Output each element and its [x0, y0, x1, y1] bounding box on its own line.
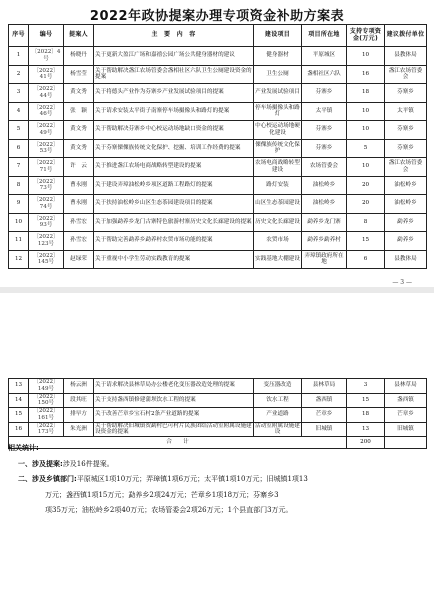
row-number: 〔2022〕71号 [29, 158, 64, 177]
row-location: 盏西镇 [302, 393, 347, 408]
row-location: 平原城区 [302, 47, 347, 66]
funding-table-part2 [8, 378, 427, 449]
table-row [9, 422, 427, 437]
row-location: 芬寨乡 [302, 84, 347, 103]
statistics-section [8, 441, 428, 519]
row-project: 中心校运动场地硬化建设 [254, 121, 302, 140]
table-row [9, 250, 427, 269]
row-project: 健身器材 [254, 47, 302, 66]
row-unit: 芬寨乡 [385, 139, 427, 158]
row-proposer: 杨雪莹 [64, 65, 94, 84]
row-amount: 5 [347, 139, 385, 158]
row-seq: 13 [9, 379, 29, 394]
table-row [9, 393, 427, 408]
row-unit: 芬寨乡 [385, 121, 427, 140]
table-row [9, 65, 427, 84]
row-proposer: 曹永刚 [64, 176, 94, 195]
row-proposer: 孙雪宏 [64, 213, 94, 232]
row-seq: 7 [9, 158, 29, 177]
row-seq: 8 [9, 176, 29, 195]
row-unit: 芒章乡 [385, 408, 427, 423]
row-proposer: 朱光洲 [64, 422, 94, 437]
table-row [9, 176, 427, 195]
row-project: 傈僳族传统文化保护 [254, 139, 302, 158]
header-seq: 序号 [9, 25, 29, 47]
row-number: 〔2022〕73号 [29, 176, 64, 195]
row-proposer: 段其旺 [64, 393, 94, 408]
table-row [9, 213, 427, 232]
row-amount: 20 [347, 195, 385, 214]
statistics-line-3: 项35万元；油松岭乡2项40万元；农场管委会2项26万元；1个县直部门3万元。 [45, 506, 293, 514]
row-content: 关于请求解决县林草局办公楼老化变压器改造处理的提案 [94, 379, 254, 394]
row-amount: 13 [347, 422, 385, 437]
row-project: 活动室附属设施建设 [255, 422, 300, 436]
row-proposer: 杨晓丹 [64, 47, 94, 66]
row-content: 关于芬寨傈僳族传统文化保护、挖掘、培训工作经费的提案 [94, 139, 254, 158]
row-seq: 5 [9, 121, 29, 140]
row-seq: 12 [9, 250, 29, 269]
row-number: 〔2022〕49号 [29, 121, 64, 140]
table-row [9, 139, 427, 158]
row-project: 变压器改造 [254, 379, 302, 394]
row-number: 〔2022〕41号 [29, 65, 64, 84]
statistics-item-proposals [8, 457, 428, 473]
row-location: 农场管委会 [302, 158, 347, 177]
row-proposer: 排早方 [64, 408, 94, 423]
row-unit: 盏西镇 [385, 393, 427, 408]
item2-label: 二、涉及乡镇部门: [18, 475, 77, 483]
row-content: 关于帮助完善勐养乡勐养村农贸市场功能的提案 [94, 232, 254, 251]
table-row [9, 47, 427, 66]
row-seq: 6 [9, 139, 29, 158]
row-proposer: 黄文秀 [64, 121, 94, 140]
row-number: 〔2022〕93号 [29, 213, 64, 232]
row-content: 关于支持盏西镇修建蒲坝饮水工程的提案 [94, 393, 254, 408]
row-unit: 旧城镇 [385, 422, 427, 437]
row-amount: 6 [347, 250, 385, 269]
row-location: 县林草局 [302, 379, 347, 394]
header-proposer: 提案人 [64, 25, 94, 47]
row-location: 盏相社区六队 [302, 65, 347, 84]
row-unit: 太平镇 [385, 102, 427, 121]
document-title: 2022年政协提案办理专项资金补助方案表 [89, 9, 345, 24]
row-content: 关于加强勐养乡龙门古寨特色旅游村寨历史文化长廊建设的提案 [94, 213, 254, 232]
row-proposer: 赵绿荣 [64, 250, 94, 269]
table-row [9, 102, 427, 121]
row-seq: 11 [9, 232, 29, 251]
row-unit: 芬寨乡 [385, 84, 427, 103]
row-seq: 1 [9, 47, 29, 66]
row-content: 关于帮助解决盏江农场管委会盏相社区六队卫生公厕建设资金的提案 [94, 65, 254, 84]
row-unit: 县林草局 [385, 379, 427, 394]
header-no: 编号 [29, 25, 64, 47]
row-proposer: 孙雪宏 [64, 232, 94, 251]
row-location: 旧城镇 [302, 422, 347, 437]
table-row [9, 158, 427, 177]
row-amount: 10 [347, 47, 385, 66]
row-amount: 20 [347, 176, 385, 195]
row-proposer: 曹永刚 [64, 195, 94, 214]
row-unit: 县教体局 [385, 47, 427, 66]
row-content: 关于将德头产业作为芬寨乡产业发展试验项目的提案 [94, 84, 254, 103]
row-project: 农场电商战略转型建设 [254, 158, 302, 177]
row-seq: 10 [9, 213, 29, 232]
page-2 [0, 293, 434, 600]
row-number: 〔2022〕123号 [29, 232, 64, 251]
row-content: 关于请求安装太平街子南寨停车场摄像头和路灯的提案 [94, 102, 254, 121]
statistics-heading: 相关统计: [8, 444, 39, 452]
row-seq: 4 [9, 102, 29, 121]
row-project: 历史文化长廊建设 [254, 213, 302, 232]
row-unit: 县教体局 [385, 250, 427, 269]
row-number: 〔2022〕46号 [29, 102, 64, 121]
row-unit: 油松岭乡 [385, 176, 427, 195]
row-content: 关于帮助解决芬寨乡中心校运动场地缺口资金的提案 [94, 121, 254, 140]
row-unit: 勐养乡 [385, 213, 427, 232]
header-amount: 支持专项资金(万元) [347, 25, 385, 47]
statistics-line-2: 万元；盏西镇1项15万元；勐养乡2项24万元；芒章乡1项18万元；芬寨乡3 [45, 490, 279, 499]
row-content: 关于帮助解决旧城镇贺勐村巴可村片民族团结活动室附属设施建设资金的提案 [95, 422, 252, 436]
row-unit: 盏江农场管委会 [385, 158, 427, 177]
row-amount: 3 [347, 379, 385, 394]
row-amount: 10 [347, 121, 385, 140]
row-amount: 15 [347, 232, 385, 251]
row-number: 〔2022〕74号 [29, 195, 64, 214]
row-content: 关于推进盏江农场电商战略转型建设的提案 [94, 158, 254, 177]
row-location: 油松岭乡 [302, 176, 347, 195]
row-amount: 16 [347, 65, 385, 84]
row-amount: 15 [347, 393, 385, 408]
row-unit: 勐养乡 [385, 232, 427, 251]
page-number: — 3 — [392, 279, 412, 286]
row-project: 山区生态茶园建设 [254, 195, 302, 214]
funding-table-part1 [8, 24, 427, 269]
row-project: 停车场摄像头和路灯 [254, 102, 302, 121]
item1-text: 涉及16件提案。 [62, 459, 114, 468]
row-number: 〔2022〕150号 [29, 393, 64, 408]
row-amount: 10 [347, 158, 385, 177]
row-number: 〔2022〕44号 [29, 84, 64, 103]
row-location: 勐养乡龙门寨 [302, 213, 347, 232]
row-location: 油松岭乡 [302, 195, 347, 214]
row-project: 实践基地大棚建设 [254, 250, 302, 269]
row-location: 芒章乡 [302, 408, 347, 423]
table-row [9, 121, 427, 140]
row-seq: 2 [9, 65, 29, 84]
row-seq: 3 [9, 84, 29, 103]
row-seq: 15 [9, 408, 29, 423]
row-project: 产业发展试验项目 [254, 84, 302, 103]
row-location: 太平镇 [302, 102, 347, 121]
row-amount: 10 [347, 102, 385, 121]
row-number: 〔2022〕4号 [29, 47, 64, 66]
row-proposer: 张 颖 [64, 102, 94, 121]
row-proposer: 黄文秀 [64, 139, 94, 158]
row-proposer: 杨云洲 [64, 379, 94, 394]
row-content: 关于扶持油松岭乡山区生态茶园建设项目的提案 [94, 195, 254, 214]
row-content: 关于改善芒章乡宝石村2条产业道路的提案 [94, 408, 254, 423]
row-amount: 18 [347, 84, 385, 103]
row-content: 关于更新大盈江广场和嘉禧公园广场公共健身器材的建议 [94, 47, 254, 66]
row-content: 关于建设弄璋油松岭乡项区道路工程路灯的提案 [94, 176, 254, 195]
row-seq: 14 [9, 393, 29, 408]
table-row [9, 408, 427, 423]
row-project: 产业道路 [254, 408, 302, 423]
row-content: 关于重视中小学生劳动实践教育的提案 [94, 250, 254, 269]
header-location: 项目所在地 [302, 25, 347, 47]
table-row [9, 84, 427, 103]
row-seq: 16 [9, 422, 29, 437]
table-row [9, 232, 427, 251]
total-amount: 200 [347, 437, 385, 449]
row-unit: 油松岭乡 [385, 195, 427, 214]
row-number: 〔2022〕145号 [29, 250, 64, 269]
row-number: 〔2022〕53号 [29, 139, 64, 158]
row-project: 路灯安装 [254, 176, 302, 195]
row-location: 勐养乡勐养村 [302, 232, 347, 251]
row-number: 〔2022〕149号 [29, 379, 64, 394]
row-unit: 盏江农场管委会 [385, 65, 427, 84]
item2-text-1: 平原城区1项10万元；弄璋镇1项6万元；太平镇1项10万元；旧城镇1项13 [76, 475, 308, 483]
item1-label: 一、涉及提案: [18, 459, 63, 468]
page-1 [0, 0, 434, 287]
row-location: 芬寨乡 [302, 139, 347, 158]
row-seq: 9 [9, 195, 29, 214]
row-project: 卫生公厕 [254, 65, 302, 84]
row-project: 饮水工程 [254, 393, 302, 408]
row-amount: 8 [347, 213, 385, 232]
row-number: 〔2022〕173号 [29, 422, 64, 437]
header-unit: 建议拨付单位 [385, 25, 427, 47]
table-header-row [9, 25, 427, 47]
row-number: 〔2022〕161号 [29, 408, 64, 423]
header-project: 建设项目 [254, 25, 302, 47]
total-label: 合 计 [9, 437, 347, 449]
row-location: 芬寨乡 [302, 121, 347, 140]
statistics-item-departments [8, 472, 428, 488]
row-proposer: 黄文秀 [64, 84, 94, 103]
table-row [9, 195, 427, 214]
table-row [9, 379, 427, 394]
row-proposer: 许 云 [64, 158, 94, 177]
row-location: 弄璋镇政府所在地 [302, 250, 347, 269]
row-amount: 18 [347, 408, 385, 423]
header-content: 主 要 内 容 [94, 25, 254, 47]
row-project: 农贸市场 [254, 232, 302, 251]
